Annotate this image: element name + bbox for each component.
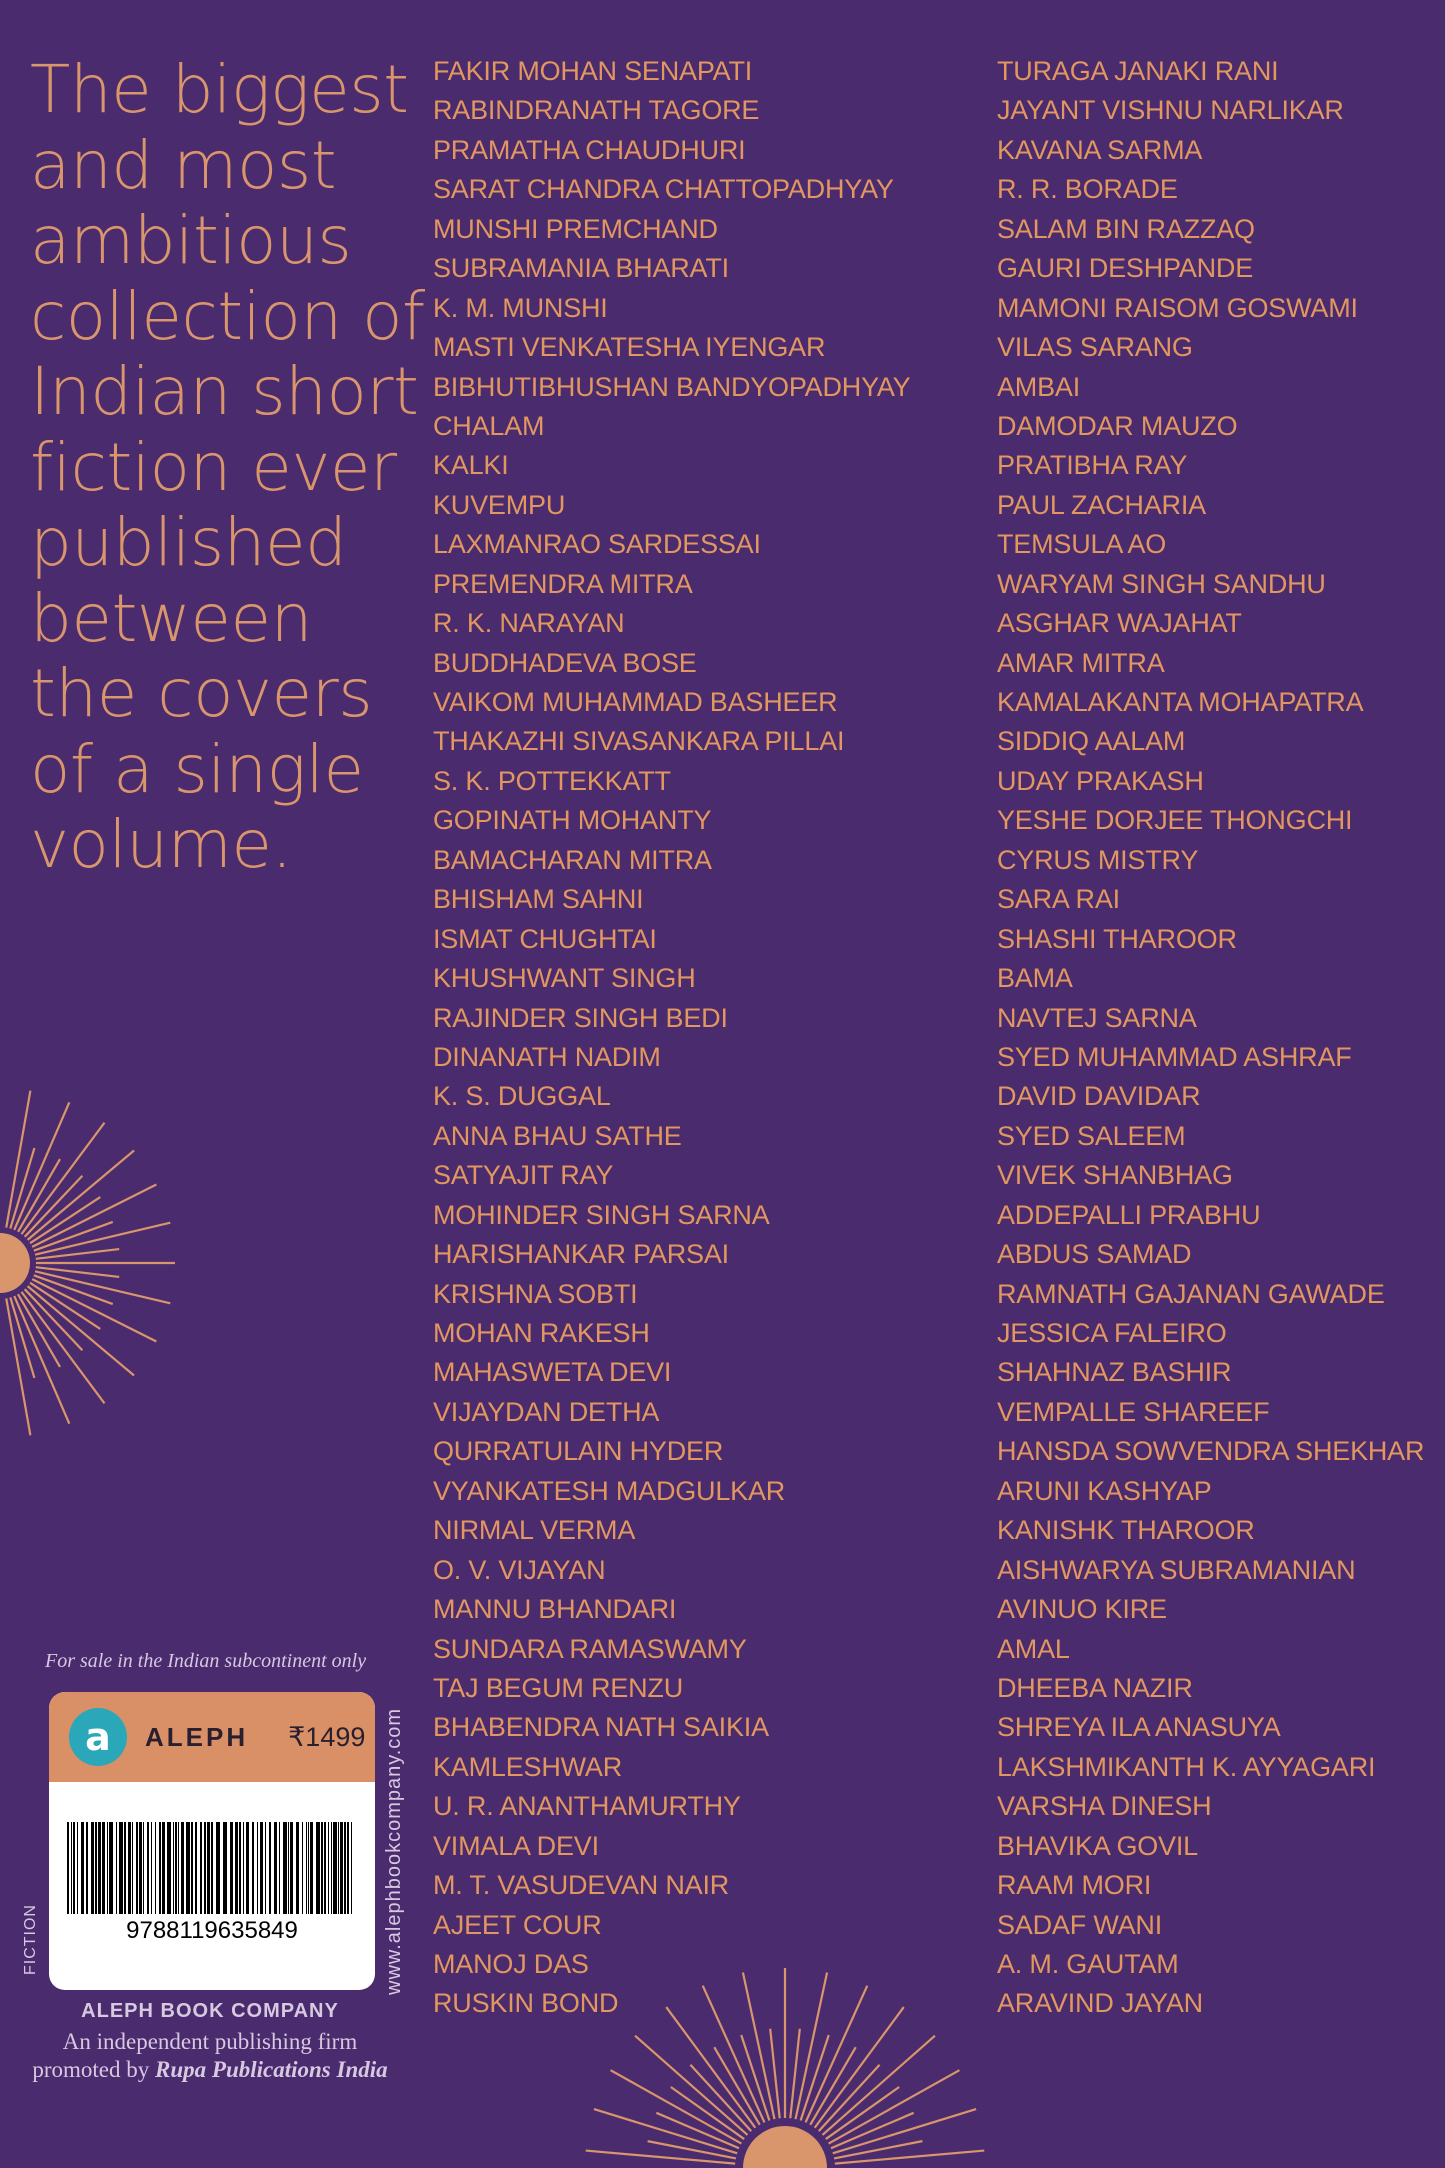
author-name: AMAR MITRA bbox=[997, 647, 1165, 678]
author-name: MOHAN RAKESH bbox=[433, 1318, 650, 1348]
author-name: SYED MUHAMMAD ASHRAF bbox=[997, 1041, 1352, 1072]
author-name: MASTI VENKATESHA IYENGAR bbox=[433, 332, 826, 363]
author-name: SADAF WANI bbox=[997, 1909, 1163, 1940]
author-name: PREMENDRA MITRA bbox=[433, 568, 693, 599]
author-name: KAMALAKANTA MOHAPATRA bbox=[997, 687, 1364, 717]
author-name: RAMNATH GAJANAN GAWADE bbox=[997, 1278, 1385, 1309]
publisher-line: An independent publishing firm bbox=[62, 2029, 358, 2054]
tagline-line: Indian short bbox=[30, 353, 419, 430]
tagline-line: of a single bbox=[30, 730, 364, 808]
author-name: O. V. VIJAYAN bbox=[433, 1554, 606, 1585]
author-name: LAXMANRAO SARDESSAI bbox=[433, 529, 761, 560]
author-name: THAKAZHI SIVASANKARA PILLAI bbox=[433, 726, 845, 757]
author-name: AISHWARYA SUBRAMANIAN bbox=[997, 1554, 1356, 1585]
author-name: AJEET COUR bbox=[433, 1909, 602, 1940]
author-name: LAKSHMIKANTH K. AYYAGARI bbox=[997, 1751, 1376, 1782]
aleph-logo-icon bbox=[69, 1708, 127, 1766]
author-name: MANOJ DAS bbox=[433, 1949, 589, 1979]
author-name: NIRMAL VERMA bbox=[433, 1515, 636, 1546]
author-name: ARAVIND JAYAN bbox=[997, 1988, 1203, 2019]
author-name: GOPINATH MOHANTY bbox=[433, 805, 712, 836]
author-name: DINANATH NADIM bbox=[433, 1041, 661, 1072]
author-name: TEMSULA AO bbox=[997, 529, 1167, 560]
author-name: SARA RAI bbox=[997, 884, 1120, 915]
sale-note: For sale in the Indian subcontinent only bbox=[45, 1650, 367, 1672]
tagline-line: ambitious bbox=[30, 202, 352, 279]
author-name: VYANKATESH MADGULKAR bbox=[433, 1475, 786, 1506]
tagline-line: published bbox=[30, 504, 347, 581]
author-name: ARUNI KASHYAP bbox=[997, 1475, 1212, 1506]
tagline-line: the covers bbox=[30, 655, 373, 732]
author-name: VIVEK SHANBHAG bbox=[997, 1160, 1233, 1191]
author-name: M. T. VASUDEVAN NAIR bbox=[433, 1870, 730, 1901]
price: ₹1499 bbox=[288, 1721, 366, 1752]
author-name: RAJINDER SINGH BEDI bbox=[433, 1002, 728, 1033]
author-name: S. K. POTTEKKATT bbox=[433, 765, 671, 796]
author-name: KUVEMPU bbox=[433, 489, 566, 520]
author-name: R. R. BORADE bbox=[997, 174, 1178, 205]
price-band bbox=[49, 1692, 375, 1782]
author-name: ANNA BHAU SATHE bbox=[433, 1120, 682, 1151]
genre-label: FICTION bbox=[22, 1904, 39, 1975]
author-name: CHALAM bbox=[433, 410, 545, 441]
author-name: SYED SALEEM bbox=[997, 1120, 1186, 1151]
barcode-icon bbox=[67, 1822, 357, 1914]
isbn: 9788119635849 bbox=[126, 1917, 298, 1944]
author-name: KAMLESHWAR bbox=[433, 1751, 623, 1782]
author-name: ABDUS SAMAD bbox=[997, 1239, 1192, 1270]
author-name: MUNSHI PREMCHAND bbox=[433, 213, 718, 244]
author-name: RAAM MORI bbox=[997, 1870, 1152, 1901]
author-name: SHASHI THAROOR bbox=[997, 923, 1237, 954]
tagline-line: between bbox=[30, 579, 312, 657]
author-name: MAMONI RAISOM GOSWAMI bbox=[997, 292, 1358, 323]
author-name: ASGHAR WAJAHAT bbox=[997, 608, 1242, 639]
website-url: www.alephbookcompany.com bbox=[383, 1707, 405, 1995]
author-name: U. R. ANANTHAMURTHY bbox=[433, 1791, 741, 1822]
rupa-name: Rupa Publications India bbox=[155, 2057, 388, 2082]
author-name: MANNU BHANDARI bbox=[433, 1594, 677, 1625]
author-name: BAMA bbox=[997, 963, 1073, 994]
price-card bbox=[49, 1692, 375, 1990]
author-name: DAMODAR MAUZO bbox=[997, 410, 1238, 441]
author-name: BIBHUTIBHUSHAN BANDYOPADHYAY bbox=[433, 371, 911, 402]
brand-name: ALEPH bbox=[145, 1721, 249, 1752]
author-name: TAJ BEGUM RENZU bbox=[433, 1672, 684, 1703]
author-name: UDAY PRAKASH bbox=[997, 765, 1204, 796]
author-name: DAVID DAVIDAR bbox=[997, 1081, 1201, 1112]
tagline-line: and most bbox=[30, 126, 337, 204]
author-name: KALKI bbox=[433, 450, 509, 481]
author-name: TURAGA JANAKI RANI bbox=[997, 56, 1279, 86]
author-name: VILAS SARANG bbox=[997, 332, 1193, 363]
author-name: SHAHNAZ BASHIR bbox=[997, 1357, 1232, 1388]
author-name: JAYANT VISHNU NARLIKAR bbox=[997, 95, 1344, 126]
tagline-line: collection of bbox=[30, 277, 425, 355]
tagline-line: The biggest bbox=[30, 51, 409, 128]
author-name: AMBAI bbox=[997, 371, 1081, 402]
author-name: HARISHANKAR PARSAI bbox=[433, 1239, 729, 1270]
author-name: K. M. MUNSHI bbox=[433, 292, 608, 323]
author-name: RUSKIN BOND bbox=[433, 1988, 619, 2019]
author-name: VIMALA DEVI bbox=[433, 1830, 599, 1861]
author-name: PRAMATHA CHAUDHURI bbox=[433, 134, 746, 165]
author-name: SHREYA ILA ANASUYA bbox=[997, 1712, 1281, 1743]
author-name: VARSHA DINESH bbox=[997, 1791, 1212, 1822]
author-name: JESSICA FALEIRO bbox=[997, 1318, 1227, 1348]
author-name: MAHASWETA DEVI bbox=[433, 1357, 672, 1388]
author-name: AVINUO KIRE bbox=[997, 1594, 1167, 1625]
author-name: AMAL bbox=[997, 1633, 1070, 1664]
author-name: KHUSHWANT SINGH bbox=[433, 963, 696, 994]
author-name: BHISHAM SAHNI bbox=[433, 884, 644, 915]
author-name: PAUL ZACHARIA bbox=[997, 489, 1206, 520]
tagline bbox=[30, 51, 425, 883]
author-name: DHEEBA NAZIR bbox=[997, 1672, 1193, 1703]
author-name: CYRUS MISTRY bbox=[997, 844, 1199, 875]
author-name: GAURI DESHPANDE bbox=[997, 253, 1254, 284]
author-name: BHAVIKA GOVIL bbox=[997, 1830, 1198, 1861]
author-name: VIJAYDAN DETHA bbox=[433, 1396, 660, 1427]
author-name: NAVTEJ SARNA bbox=[997, 1002, 1197, 1033]
author-name: MOHINDER SINGH SARNA bbox=[433, 1199, 770, 1230]
author-name: WARYAM SINGH SANDHU bbox=[997, 568, 1326, 599]
author-list-left bbox=[433, 52, 973, 2024]
publisher-block bbox=[0, 2000, 420, 2083]
author-name: KANISHK THAROOR bbox=[997, 1515, 1255, 1546]
author-name: SUBRAMANIA BHARATI bbox=[433, 253, 729, 284]
author-name: SIDDIQ AALAM bbox=[997, 726, 1186, 757]
tagline-line: fiction ever bbox=[30, 428, 397, 506]
author-name: FAKIR MOHAN SENAPATI bbox=[433, 56, 753, 86]
sunburst-left-icon bbox=[0, 1085, 200, 1445]
promoted-by: promoted by bbox=[32, 2057, 150, 2082]
author-name: RABINDRANATH TAGORE bbox=[433, 95, 760, 126]
author-name: BHABENDRA NATH SAIKIA bbox=[433, 1712, 769, 1743]
author-name: YESHE DORJEE THONGCHI bbox=[997, 805, 1353, 836]
author-name: QURRATULAIN HYDER bbox=[433, 1436, 724, 1467]
tagline-line: volume. bbox=[30, 806, 292, 883]
author-name: K. S. DUGGAL bbox=[433, 1081, 611, 1112]
logo-letter: a bbox=[85, 1715, 111, 1759]
author-name: BAMACHARAN MITRA bbox=[433, 844, 712, 875]
author-name: PRATIBHA RAY bbox=[997, 450, 1188, 481]
publisher-name: ALEPH BOOK COMPANY bbox=[81, 2000, 339, 2022]
author-name: SARAT CHANDRA CHATTOPADHYAY bbox=[433, 174, 894, 205]
author-name: A. M. GAUTAM bbox=[997, 1949, 1179, 1979]
author-name: ADDEPALLI PRABHU bbox=[997, 1199, 1261, 1230]
author-name: KRISHNA SOBTI bbox=[433, 1278, 638, 1309]
author-list-right bbox=[997, 52, 1437, 2024]
author-name: SALAM BIN RAZZAQ bbox=[997, 213, 1255, 244]
author-name: ISMAT CHUGHTAI bbox=[433, 923, 657, 954]
author-name: SATYAJIT RAY bbox=[433, 1160, 614, 1191]
author-name: SUNDARA RAMASWAMY bbox=[433, 1633, 747, 1664]
author-name: VEMPALLE SHAREEF bbox=[997, 1396, 1270, 1427]
author-name: HANSDA SOWVENDRA SHEKHAR bbox=[997, 1436, 1425, 1467]
author-name: R. K. NARAYAN bbox=[433, 608, 625, 639]
author-name: KAVANA SARMA bbox=[997, 134, 1203, 165]
publisher-line bbox=[0, 2057, 420, 2083]
author-name: BUDDHADEVA BOSE bbox=[433, 647, 697, 678]
author-name: VAIKOM MUHAMMAD BASHEER bbox=[433, 687, 838, 717]
